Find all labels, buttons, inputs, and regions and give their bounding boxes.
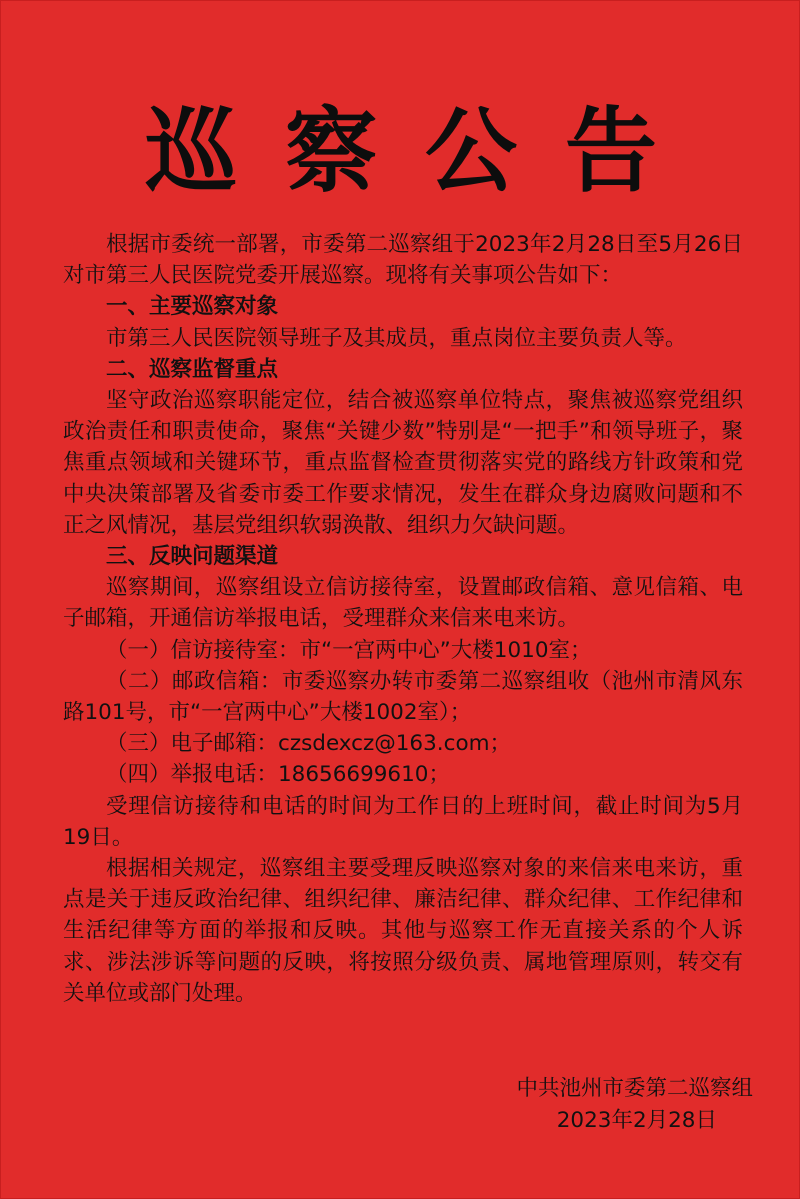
channel-postal-box: （二）邮政信箱：市委巡察办转市委第二巡察组收（池州市清风东路101号，市“一宫两中心”大楼1002室）；: [63, 668, 743, 726]
section-heading-targets: 一、主要巡察对象: [106, 294, 279, 320]
signature-date: 2023年2月28日: [556, 1108, 717, 1133]
channel-hotline: （四）举报电话：18656699610；: [106, 762, 450, 788]
intro-paragraph: 根据市委统一部署，市委第二巡察组于2023年2月28日至5月26日对市第三人民医院党委开展巡察。现将有关事项公告如下：: [63, 232, 743, 289]
section-heading-channels: 三、反映问题渠道: [106, 544, 279, 570]
channel-reception-room: （一）信访接待室：市“一宫两中心”大楼1010室；: [106, 637, 592, 663]
channel-email: （三）电子邮箱：czsdexcz@163.com；: [106, 731, 512, 757]
channels-paragraph: 巡察期间，巡察组设立信访接待室，设置邮政信箱、意见信箱、电子邮箱，开通信访举报电话，受理群众来信来电来访。: [63, 575, 743, 632]
focus-paragraph: 坚守政治巡察职能定位，结合被巡察单位特点，聚焦被巡察党组织政治责任和职责使命，聚焦“关键少数”特别是“一把手”和领导班子，聚焦重点领域和关键环节，重点监督检查贯彻落实党的路线方针政策和党中央决策部署及省委市委工作要求情况，发生在群众身边腐败问题和不正之风情况，基层党组织软弱涣散、组织力欠缺问题。: [63, 388, 743, 538]
reception-hours-paragraph: 受理信访接待和电话的时间为工作日的上班时间，截止时间为5月19日。: [63, 793, 743, 850]
notice-title: 巡察公告: [144, 97, 705, 205]
section-heading-focus: 二、巡察监督重点: [106, 356, 279, 382]
notice-body: [63, 229, 743, 1009]
targets-paragraph: 市第三人民医院领导班子及其成员，重点岗位主要负责人等。: [106, 325, 687, 351]
scope-paragraph: 根据相关规定，巡察组主要受理反映巡察对象的来信来电来访，重点是关于违反政治纪律、组织纪律、廉洁纪律、群众纪律、工作纪律和生活纪律等方面的举报和反映。其他与巡察工作无直接关系的个人诉求、涉法涉诉等问题的反映，将按照分级负责、属地管理原则，转交有关单位或部门处理。: [63, 856, 743, 1006]
signature-organization: 中共池州市委第二巡察组: [516, 1076, 753, 1101]
signature-block: [433, 1073, 753, 1137]
